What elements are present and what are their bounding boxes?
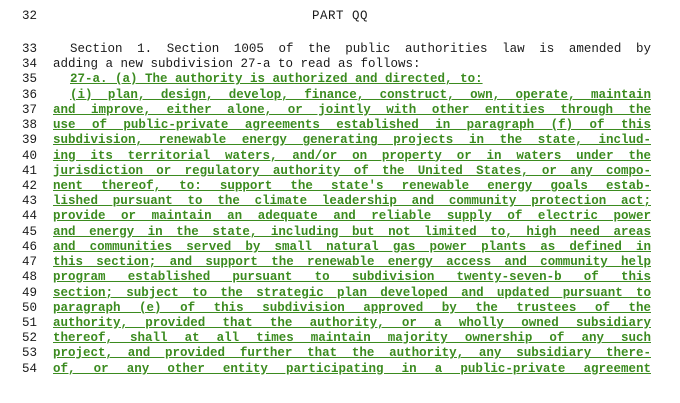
inserted-text: and communities served by small natural gas power plants as defined in bbox=[53, 239, 651, 254]
line-number: 40 bbox=[22, 148, 38, 163]
line-number: 48 bbox=[22, 270, 38, 285]
line-number: 49 bbox=[22, 285, 38, 300]
bill-line bbox=[0, 331, 680, 346]
bill-text bbox=[0, 42, 680, 377]
inserted-text: provide or maintain an adequate and reliable supply of electric power bbox=[53, 209, 651, 224]
line-number: 46 bbox=[22, 239, 38, 254]
line-number: 34 bbox=[22, 57, 38, 72]
inserted-text: authority, provided that the authority, or a wholly owned subsidiary bbox=[53, 315, 651, 330]
bill-line bbox=[0, 179, 680, 194]
inserted-text: nent thereof, to: support the state's renewable energy goals estab- bbox=[53, 178, 651, 193]
inserted-text: section; subject to the strategic plan developed and updated pursuant to bbox=[53, 285, 651, 300]
inserted-text: program established pursuant to subdivision twenty-seven-b of this bbox=[53, 270, 651, 285]
bill-line bbox=[0, 316, 680, 331]
bill-line bbox=[0, 209, 680, 224]
line-number: 54 bbox=[22, 361, 38, 376]
bill-line bbox=[0, 225, 680, 240]
bill-line bbox=[0, 72, 680, 87]
line-number: 35 bbox=[22, 72, 38, 87]
bill-line bbox=[0, 149, 680, 164]
line-text: Section 1. Section 1005 of the public authorities law is amended by bbox=[70, 42, 651, 56]
inserted-text: this section; and support the renewable energy access and community help bbox=[53, 255, 651, 270]
inserted-text: lished pursuant to the climate leadership and community protection act; bbox=[53, 194, 651, 209]
line-number: 33 bbox=[22, 42, 38, 56]
inserted-text: of, or any other entity participating in a public-private agreement bbox=[53, 361, 651, 376]
line-number: 43 bbox=[22, 194, 38, 209]
bill-line bbox=[0, 118, 680, 133]
bill-line bbox=[0, 88, 680, 103]
line-number: 37 bbox=[22, 102, 38, 117]
bill-line bbox=[0, 270, 680, 285]
inserted-text: and improve, either alone, or jointly with other entities through the bbox=[53, 102, 651, 117]
bill-line bbox=[0, 346, 680, 361]
bill-line bbox=[0, 42, 680, 57]
bill-line bbox=[0, 286, 680, 301]
part-header bbox=[0, 8, 680, 24]
line-number: 32 bbox=[22, 9, 38, 23]
bill-line bbox=[0, 164, 680, 179]
inserted-text: 27-a. (a) The authority is authorized and directed, to: bbox=[70, 72, 483, 87]
line-number: 51 bbox=[22, 315, 38, 330]
inserted-text: subdivision, renewable energy generating projects in the state, includ- bbox=[53, 133, 651, 148]
line-number: 44 bbox=[22, 209, 38, 224]
inserted-text: ing its territorial waters, and/or on property or in waters under the bbox=[53, 148, 651, 163]
inserted-text: (i) plan, design, develop, finance, construct, own, operate, maintain bbox=[70, 87, 651, 102]
bill-line bbox=[0, 240, 680, 255]
bill-line bbox=[0, 57, 680, 72]
line-number: 39 bbox=[22, 133, 38, 148]
line-number: 36 bbox=[22, 87, 38, 102]
inserted-text: paragraph (e) of this subdivision approved by the trustees of the bbox=[53, 300, 651, 315]
line-number: 45 bbox=[22, 224, 38, 239]
bill-line bbox=[0, 103, 680, 118]
inserted-text: thereof, shall at all times maintain majority ownership of any such bbox=[53, 331, 651, 346]
inserted-text: and energy in the state, including but not limited to, high need areas bbox=[53, 224, 651, 239]
bill-line bbox=[0, 255, 680, 270]
line-text: adding a new subdivision 27-a to read as follows: bbox=[53, 57, 421, 72]
bill-line bbox=[0, 133, 680, 148]
line-number: 50 bbox=[22, 300, 38, 315]
line-number: 53 bbox=[22, 346, 38, 361]
line-number: 38 bbox=[22, 118, 38, 133]
inserted-text: project, and provided further that the authority, any subsidiary there- bbox=[53, 346, 651, 361]
line-number: 47 bbox=[22, 255, 38, 270]
bill-line bbox=[0, 362, 680, 377]
line-number: 42 bbox=[22, 178, 38, 193]
line-number: 52 bbox=[22, 331, 38, 346]
line-number: 41 bbox=[22, 163, 38, 178]
inserted-text: use of public-private agreements established in paragraph (f) of this bbox=[53, 118, 651, 133]
bill-line bbox=[0, 301, 680, 316]
inserted-text: jurisdiction or regulatory authority of the United States, or any compo- bbox=[53, 163, 651, 178]
bill-line bbox=[0, 194, 680, 209]
part-title: PART QQ bbox=[311, 9, 368, 23]
